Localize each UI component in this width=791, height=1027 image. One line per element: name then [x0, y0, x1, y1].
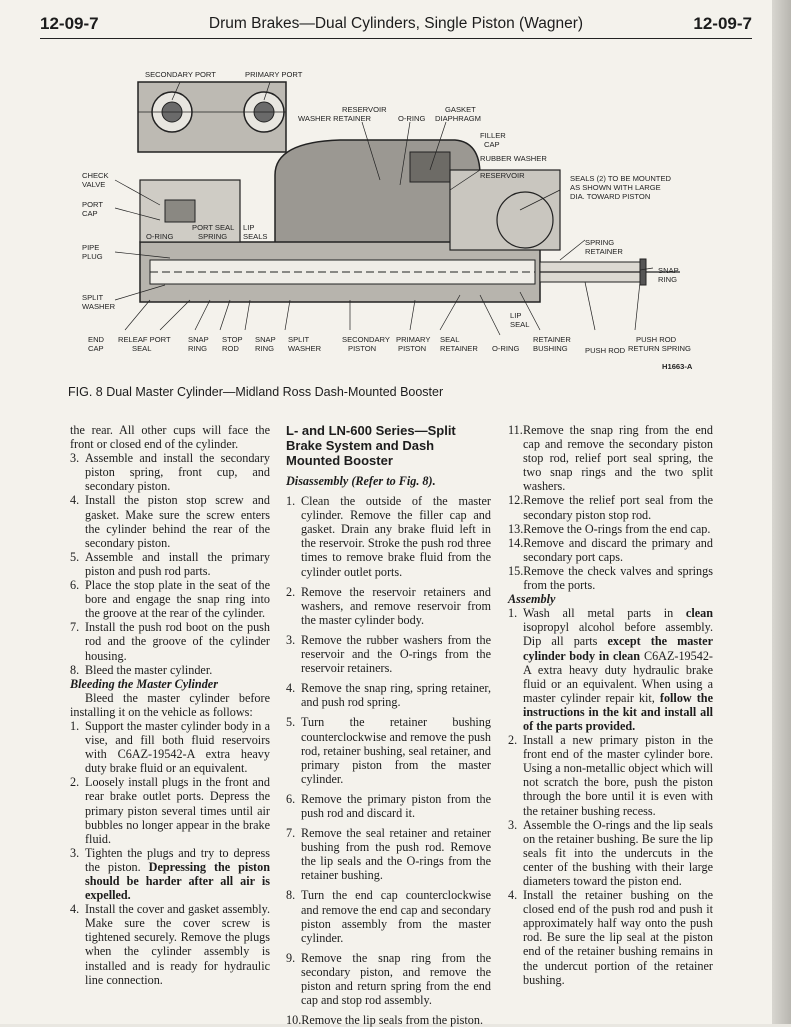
list-item: 8. Turn the end cap counterclockwise and remove the end cap and secondary piston assembly from the master cylinder. — [286, 888, 491, 945]
label-end-cap-2: CAP — [88, 344, 104, 353]
label-primary-piston-1: PRIMARY — [396, 335, 431, 344]
label-spring-right: SPRING — [585, 238, 615, 247]
text-column-1 — [70, 423, 270, 987]
label-snap: SNAP — [658, 266, 679, 275]
label-washer: WASHER — [82, 302, 116, 311]
label-end-cap-1: END — [88, 335, 105, 344]
label-push-rod: PUSH ROD — [585, 346, 626, 355]
master-cylinder-figure — [80, 60, 710, 380]
label-retainer-right: RETAINER — [585, 247, 623, 256]
label-split: SPLIT — [82, 293, 104, 302]
label-port-cap: CAP — [82, 209, 98, 218]
label-seal-right: SEAL — [510, 320, 530, 329]
label-diaphragm: DIAPHRAGM — [435, 114, 481, 123]
label-seal-retainer-2: RETAINER — [440, 344, 478, 353]
list-item: 2. Install a new primary piston in the front end of the master cylinder bore. Using a non-metallic object which will not scratch the bore, push the piston through the bore until it is even with the retainer bushing recess. — [508, 733, 713, 818]
label-split-washer-1: SPLIT — [288, 335, 310, 344]
label-relief-port-seal-2: SEAL — [132, 344, 152, 353]
label-seals: SEALS — [243, 232, 268, 241]
label-check: CHECK — [82, 171, 109, 180]
label-relief-port-seal-1: RELEAF PORT — [118, 335, 171, 344]
label-seals-note-1: SEALS (2) TO BE MOUNTED — [570, 174, 671, 183]
list-item: 9. Remove the snap ring from the secondary piston, and remove the piston and return spring from the end cap and stop rod assembly. — [286, 950, 491, 1008]
figure-reference-code: H1663-A — [662, 362, 693, 371]
label-rubber-washer: RUBBER WASHER — [480, 154, 547, 163]
label-retainer-bushing-2: BUSHING — [533, 344, 568, 353]
label-spring: SPRING — [198, 232, 228, 241]
label-gasket: GASKET — [445, 105, 476, 114]
text-column-3 — [508, 423, 713, 987]
label-push-rod-return-spring-2: RETURN SPRING — [628, 344, 691, 353]
list-item: 7. Install the push rod boot on the push rod and the groove of the cylinder housing. — [70, 620, 270, 663]
label-stop-rod-2: ROD — [222, 344, 239, 353]
disassembly-heading: Disassembly (Refer to Fig. 8). — [286, 474, 436, 488]
label-reservoir: RESERVOIR — [480, 171, 525, 180]
label-filler: FILLER — [480, 131, 506, 140]
label-snap-ring-b-1: SNAP — [255, 335, 276, 344]
label-stop-rod-1: STOP — [222, 335, 243, 344]
continued-paragraph: the rear. All other cups will face the front or closed end of the cylinder. — [70, 423, 270, 452]
label-seals-note-2: AS SHOWN WITH LARGE — [570, 183, 661, 192]
list-item: 8. Bleed the master cylinder. — [70, 662, 213, 677]
list-item: 10. Remove the lip seals from the piston. — [286, 1013, 483, 1027]
label-secondary-piston-1: SECONDARY — [342, 335, 390, 344]
label-oring-left: O-RING — [146, 232, 174, 241]
label-retainer-bushing-1: RETAINER — [533, 335, 571, 344]
label-lip: LIP — [243, 223, 255, 232]
label-primary-port: PRIMARY PORT — [245, 70, 303, 79]
header-rule — [40, 38, 752, 39]
bleeding-intro: Bleed the master cylinder before installing it on the vehicle as follows: — [70, 690, 270, 719]
label-seals-note-3: DIA. TOWARD PISTON — [570, 192, 651, 201]
page-edge-shadow — [772, 0, 791, 1024]
list-item: 12. Remove the relief port seal from the secondary piston stop rod. — [508, 493, 713, 522]
list-item: 1. Wash all metal parts in clean isopropyl alcohol before assembly. Dip all parts except the master cylinder body in clean C6AZ-19542-A extra heavy duty hydraulic brake fluid or an equivalent. When using a master cylinder repair kit, follow the instructions in the kit and install all of the parts provided. — [508, 606, 713, 733]
list-item: 4. Remove the snap ring, spring retainer, and push rod spring. — [286, 681, 491, 710]
list-item: 2. Remove the reservoir retainers and washers, and remove reservoir from the master cylinder body. — [286, 584, 491, 627]
label-filler-cap: CAP — [484, 140, 500, 149]
bleeding-heading: Bleeding the Master Cylinder — [70, 676, 218, 691]
list-item: 4. Install the piston stop screw and gasket. Make sure the screw enters the cylinder behind the rear of the secondary piston. — [70, 493, 270, 550]
label-split-washer-2: WASHER — [288, 344, 322, 353]
label-snap-ring-b-2: RING — [255, 344, 274, 353]
label-pipe: PIPE — [82, 243, 100, 252]
list-item: 5. Assemble and install the primary piston and push rod parts. — [70, 549, 270, 578]
list-item: 1. Clean the outside of the master cylinder. Remove the filler cap and gasket. Drain any brake fluid left in the reservoir. Stroke the push rod three times to remove brake fluid from the cylinder outlet ports. — [286, 494, 491, 579]
list-item: 3. Assemble and install the secondary piston spring, front cup, and secondary piston. — [70, 451, 270, 494]
list-item: 2. Loosely install plugs in the front and rear brake outlet ports. Depress the primary piston several times until air bubbles no longer appear in the brake fluid. — [70, 775, 270, 846]
label-plug: PLUG — [82, 252, 103, 261]
list-item: 6. Place the stop plate in the seat of the bore and engage the snap ring into the groove at the rear of the cylinder. — [70, 578, 270, 621]
section-heading: L- and LN-600 Series—Split Brake System and Dash Mounted Booster — [286, 423, 456, 468]
list-item: 3. Assemble the O-rings and the lip seals on the retainer bushing. Be sure the lip seals fit into the undercuts in the center of the bushing with their large diameters toward the piston end. — [508, 817, 713, 888]
figure-caption: FIG. 8 Dual Master Cylinder—Midland Ross Dash-Mounted Booster — [68, 385, 444, 399]
list-item: 14. Remove and discard the primary and secondary port caps. — [508, 535, 713, 564]
list-item: 3. Tighten the plugs and try to depress the piston. Depressing the piston should be harder after all air is expelled. — [70, 845, 270, 903]
list-item: 5. Turn the retainer bushing counterclockwise and remove the push rod, retainer bushing, seal retainer, and primary piston from the master cylinder. — [286, 715, 491, 786]
label-valve: VALVE — [82, 180, 106, 189]
label-lip-right: LIP — [510, 311, 522, 320]
label-port-seal: PORT SEAL — [192, 223, 235, 232]
label-oring-top: O-RING — [398, 114, 426, 123]
list-item: 1. Support the master cylinder body in a vise, and fill both fluid reservoirs with C6AZ-19542-A extra heavy duty brake fluid or an equivalent. — [70, 718, 270, 776]
list-item: 7. Remove the seal retainer and retainer bushing from the push rod. Remove the lip seals and the O-rings from the retainer bushing. — [286, 826, 491, 883]
label-washer-retainer: WASHER RETAINER — [298, 114, 371, 123]
list-item: 3. Remove the rubber washers from the reservoir and the O-rings from the reservoir retainers. — [286, 632, 491, 676]
label-snap-ring-a-2: RING — [188, 344, 207, 353]
label-ring: RING — [658, 275, 677, 284]
label-seal-retainer-1: SEAL — [440, 335, 460, 344]
text-column-2 — [286, 423, 491, 1027]
list-item: 15. Remove the check valves and springs from the ports. — [508, 563, 713, 593]
bottom-labels — [88, 335, 691, 355]
list-item: 4. Install the cover and gasket assembly. Make sure the cover screw is tightened securely. Remove the plugs when the cylinder assembly is installed and is ready for hydraulic line connection. — [70, 902, 270, 987]
master-cylinder-drawing — [80, 60, 710, 380]
label-reservoir-retainer: RESERVOIR — [342, 105, 387, 114]
page-number-right: 12-09-7 — [693, 14, 752, 33]
label-port: PORT — [82, 200, 103, 209]
label-secondary-piston-2: PISTON — [348, 344, 377, 353]
assembly-heading: Assembly — [508, 592, 556, 607]
list-item: 11. Remove the snap ring from the end cap and remove the secondary piston stop rod, relief port seal spring, the two snap rings and the two split washers. — [508, 423, 713, 494]
label-primary-piston-2: PISTON — [398, 344, 427, 353]
list-item: 4. Install the retainer bushing on the closed end of the push rod and push it approximately half way onto the push rod. Be sure the lip seal at the piston end of the retainer bushing remains in the undercut portion of the retainer bushing. — [508, 888, 713, 987]
page-number-left: 12-09-7 — [40, 14, 99, 33]
label-secondary-port: SECONDARY PORT — [145, 70, 216, 79]
label-snap-ring-a-1: SNAP — [188, 335, 209, 344]
list-item: 6. Remove the primary piston from the push rod and discard it. — [286, 791, 491, 820]
page-header — [40, 14, 752, 38]
label-push-rod-return-spring-1: PUSH ROD — [636, 335, 677, 344]
label-oring-bottom: O-RING — [492, 344, 520, 353]
list-item: 13. Remove the O-rings from the end cap. — [508, 521, 711, 536]
page-title: Drum Brakes—Dual Cylinders, Single Piston (Wagner) — [208, 15, 584, 32]
